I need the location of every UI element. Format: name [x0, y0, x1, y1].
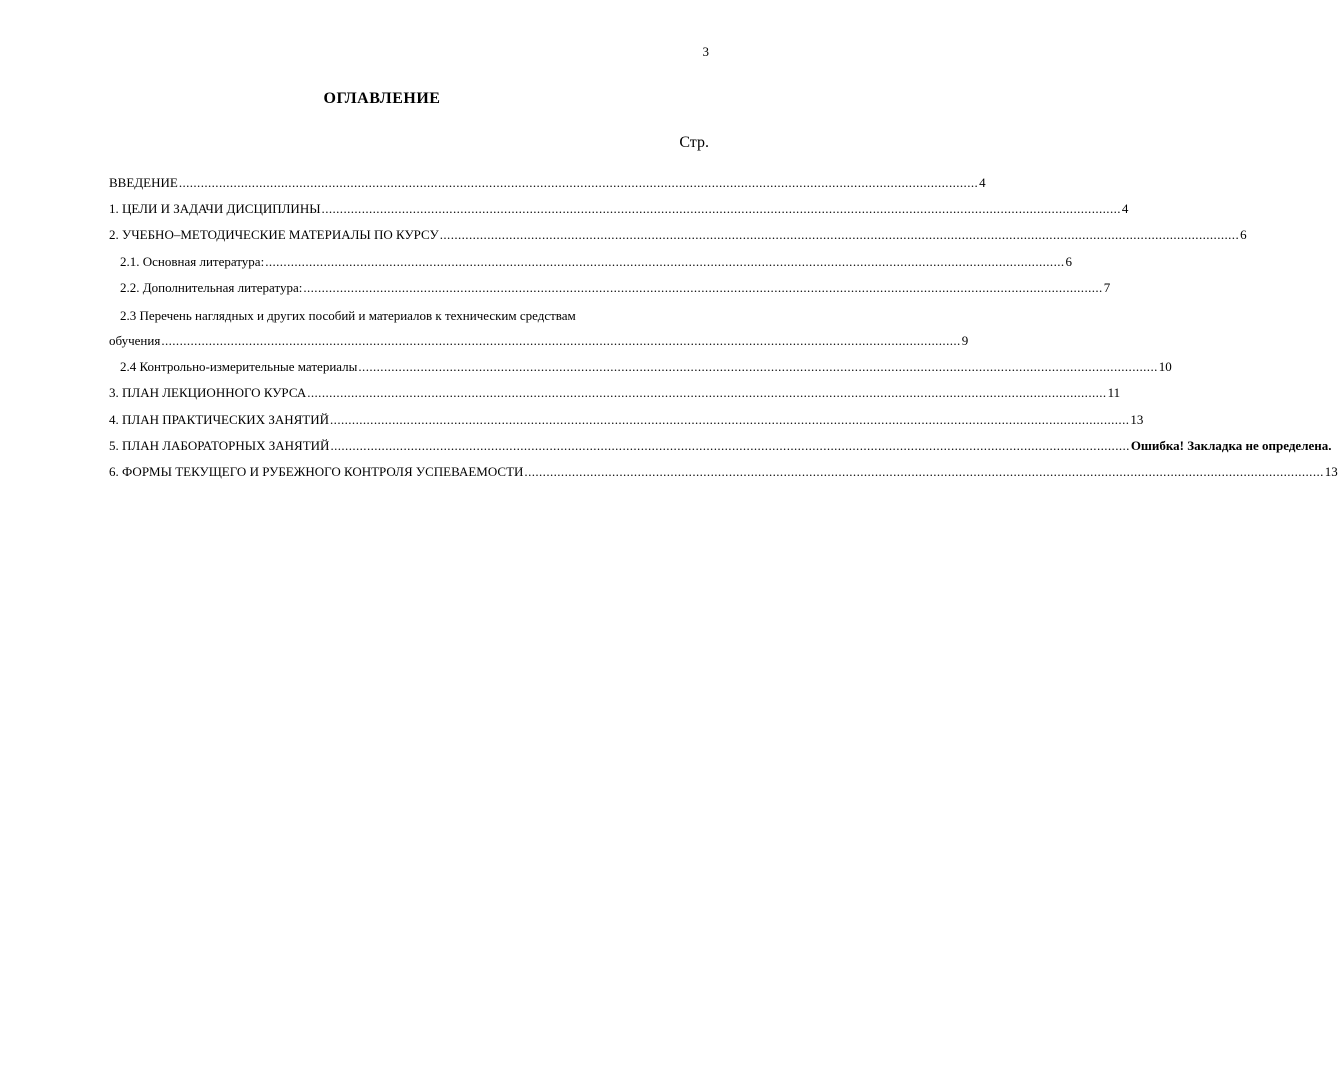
toc-entry-control-forms[interactable] — [109, 459, 1338, 485]
toc-entry-introduction[interactable] — [109, 170, 986, 196]
toc-entry-page: 13 — [1324, 463, 1338, 479]
dot-leader: ........................................................................................................................................................................................................................... — [358, 359, 1158, 375]
toc-entry-title: 2. УЧЕБНО–МЕТОДИЧЕСКИЕ МАТЕРИАЛЫ ПО КУРСУ — [109, 227, 439, 243]
toc-entry-page: 13 — [1130, 411, 1144, 427]
toc-entry-goals[interactable] — [109, 196, 1129, 222]
toc-entry-practice-plan[interactable] — [109, 407, 1144, 433]
toc-entry-title: 2.2. Дополнительная литература: — [120, 279, 303, 295]
dot-leader: ........................................................................................................................................................................................................................... — [524, 463, 1324, 479]
toc-entry-title: 3. ПЛАН ЛЕКЦИОННОГО КУРСА — [109, 385, 307, 401]
toc-entry-title: 5. ПЛАН ЛАБОРАТОРНЫХ ЗАНЯТИЙ — [109, 437, 330, 453]
toc-entry-title: 1. ЦЕЛИ И ЗАДАЧИ ДИСЦИПЛИНЫ — [109, 201, 321, 217]
toc-entry-title: 4. ПЛАН ПРАКТИЧЕСКИХ ЗАНЯТИЙ — [109, 411, 330, 427]
toc-entry-title: 2.3 Перечень наглядных и других пособий и материалов к техническим средствам — [120, 307, 576, 323]
toc-entry-title: 2.1. Основная литература: — [120, 253, 265, 269]
dot-leader: ........................................................................................................................................................................................................................... — [330, 411, 1130, 427]
dot-leader: ........................................................................................................................................................................................................................... — [321, 201, 1121, 217]
dot-leader: ........................................................................................................................................................................................................................... — [439, 227, 1240, 243]
dot-leader: ........................................................................................................................................................................................................................... — [178, 175, 979, 190]
page-number: 3 — [702, 44, 709, 59]
toc-entry-lab-plan[interactable] — [109, 433, 1332, 459]
table-of-contents — [109, 170, 1338, 485]
toc-entry-title: обучения — [109, 332, 161, 348]
toc-entry-page: 6 — [1065, 253, 1073, 269]
toc-entry-page-error: Ошибка! Закладка не определена. — [1130, 437, 1332, 453]
toc-entry-title: ВВЕДЕНИЕ — [109, 175, 178, 190]
toc-entry-assessment-materials[interactable] — [109, 354, 1172, 380]
toc-entry-page: 9 — [961, 332, 969, 348]
toc-entry-page: 4 — [979, 175, 986, 190]
toc-entry-page: 6 — [1240, 227, 1247, 243]
page-column-label: Стр. — [679, 134, 709, 151]
dot-leader: ........................................................................................................................................................................................................................... — [303, 279, 1103, 295]
dot-leader: ........................................................................................................................................................................................................................... — [265, 253, 1065, 269]
toc-entry-page: 10 — [1158, 359, 1172, 375]
toc-entry-materials[interactable] — [109, 222, 1247, 248]
dot-leader: ........................................................................................................................................................................................................................... — [161, 332, 961, 348]
dot-leader: ........................................................................................................................................................................................................................... — [307, 385, 1107, 401]
toc-entry-visual-aids-line2[interactable] — [109, 328, 969, 354]
toc-entry-title: 6. ФОРМЫ ТЕКУЩЕГО И РУБЕЖНОГО КОНТРОЛЯ УСПЕВАЕМОСТИ — [109, 463, 524, 479]
toc-entry-visual-aids-line1[interactable] — [109, 304, 709, 328]
toc-entry-page: 11 — [1107, 385, 1121, 401]
dot-leader: ........................................................................................................................................................................................................................... — [330, 437, 1130, 453]
toc-entry-lecture-plan[interactable] — [109, 380, 1121, 406]
toc-entry-page: 7 — [1103, 279, 1111, 295]
toc-entry-page: 4 — [1121, 201, 1129, 217]
toc-entry-title: 2.4 Контрольно-измерительные материалы — [120, 359, 358, 375]
toc-entry-additional-literature[interactable] — [109, 275, 1111, 301]
page-title: ОГЛАВЛЕНИЕ — [323, 90, 441, 107]
toc-entry-main-literature[interactable] — [109, 249, 1073, 275]
